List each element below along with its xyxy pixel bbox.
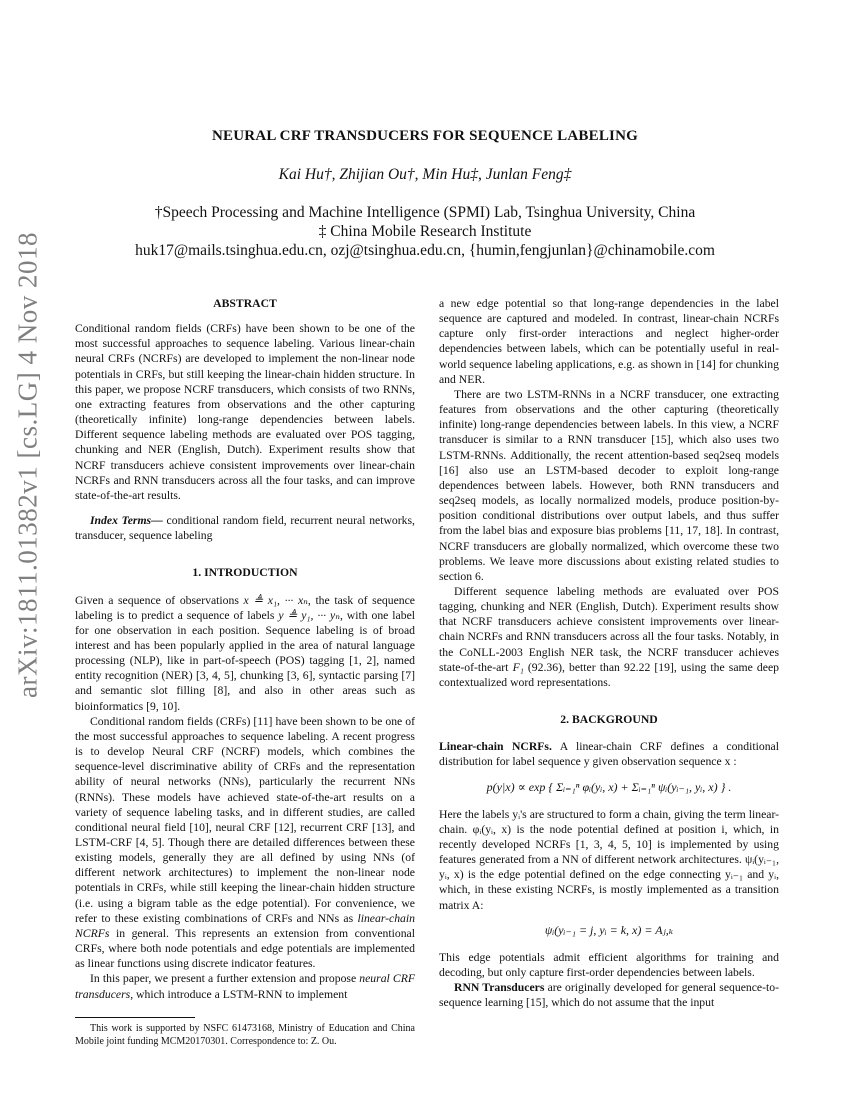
- intro-heading: 1. INTRODUCTION: [192, 566, 298, 580]
- background-paragraph-3: This edge potentials admit efficient algorithms for training and decoding, but only capture first-order dependencies between labels.: [439, 950, 779, 980]
- background-paragraph-1: Linear-chain NCRFs. A linear-chain CRF defines a conditional distribution for label sequence y given observation sequence x :: [439, 740, 779, 769]
- equation-transition: ψᵢ(yᵢ₋₁ = j, yᵢ = k, x) = Aⱼ,ₖ: [544, 922, 674, 937]
- left-column: [75, 296, 415, 1002]
- math-f1: F₁: [512, 660, 524, 674]
- math-observations: x ≜ x₁, ··· xₙ: [243, 593, 308, 607]
- affiliation-spmi: †Speech Processing and Machine Intelligence (SPMI) Lab, Tsinghua University, China: [154, 204, 696, 221]
- paper-title: NEURAL CRF TRANSDUCERS FOR SEQUENCE LABELING: [212, 128, 638, 144]
- index-terms: [75, 513, 415, 543]
- author-emails: huk17@mails.tsinghua.edu.cn, ozj@tsinghua.edu.cn, {humin,fengjunlan}@chinamobile.com: [135, 242, 715, 259]
- intro-paragraph-3: In this paper, we present a further extension and propose neural CRF transducers, which introduce a LSTM-RNN to implement: [75, 972, 415, 1001]
- intro-paragraph-2: Conditional random fields (CRFs) [11] have been shown to be one of the most successful approaches to sequence labeling. A recent progress is to develop Neural CRF (NCRF) models, which combines the sequence-level discriminative ability of CRFs and the representation ability of neural networks (NNs), particularly the recurrent NNs (RNNs). These models have achieved state-of-the-art results on a variety of sequence labeling tasks, and in different studies, are called conditional neural field [10], neural CRF [12], recurrent CRF [13], and LSTM-CRF [4, 5]. Though there are detailed differences between these existing models, generally they are all defined by using NNs (of different network architectures) to implement the non-linear node potentials in CRFs, while still keeping the linear-chain hidden structure (i.e. using a bigram table as the edge potential). For convenience, we refer to these existing combinations of CRFs and NNs as linear-chain NCRFs in general. This represents an extension from conventional CRFs, where both node potentials and edge potentials are implemented as linear functions using discrete indicator features.: [75, 714, 415, 971]
- intro-paragraph-1: Given a sequence of observations x ≜ x₁, ··· xₙ, the task of sequence labeling is to predict a sequence of labels y ≜ y₁, ··· yₙ, with one label for one observation in each position. Sequence labeling is of broad interest and has been popularly applied in the area of natural language processing (NLP), like in part-of-speech (POS) tagging [1, 2], named entity recognition (NER) [3, 4, 5], chunking [3, 6], syntactic parsing [7] and semantic slot filling [8], and also in other areas such as bioinformatics [9, 10].: [75, 593, 415, 713]
- index-terms-label: Index Terms—: [90, 514, 163, 528]
- right-column: [439, 296, 779, 1011]
- footnote-rule: [75, 1017, 195, 1018]
- index-terms-text: conditional random field, recurrent neural networks, transducer, sequence labeling: [75, 514, 415, 543]
- rnn-transducer-paragraph: RNN Transducers are originally developed for general sequence-to-sequence learning [15], which do not assume that the input: [439, 981, 779, 1010]
- math-labels: y ≜ y₁, ··· yₙ: [278, 608, 340, 622]
- abstract-heading: ABSTRACT: [213, 297, 277, 310]
- right-paragraph-2: There are two LSTM-RNNs in a NCRF transducer, one extracting features from observations and the other capturing (theoretically infinite) long-range dependencies between labels. In this view, a NCRF transducer is similar to a RNN transducer [15], which also uses two LSTM-RNNs. Additionally, the recent attention-based seq2seq models [16] also use an LSTM-based decoder to exploit long-range dependences between labels. However, both RNN transducers and seq2seq models, as locally normalized models, produce position-by-position conditional distributions over output labels, and thus suffer from the label bias and exposure bias problems [11, 17, 18]. In contrast, NCRF transducers are globally normalized, which overcome these two problems. We leave more discussions about existing related studies to section 6.: [439, 387, 779, 583]
- arxiv-identifier: arXiv:1811.01382v1 [cs.LG] 4 Nov 2018: [12, 232, 43, 698]
- linear-chain-lead: Linear-chain NCRFs.: [439, 740, 552, 754]
- author-list: Kai Hu†, Zhijian Ou†, Min Hu‡, Junlan Feng‡: [278, 166, 572, 183]
- affiliation-cmri: ‡ China Mobile Research Institute: [318, 223, 532, 240]
- right-paragraph-3: Different sequence labeling methods are evaluated over POS tagging, chunking and NER (English, Dutch). Experiment results show that NCRF transducers achieve consistent improvements over linear-chain NCRFs and RNN transducers across all the four tasks. Notably, in the CoNLL-2003 English NER task, the NCRF transducer achieves state-of-the-art F₁ (92.36), better than 92.22 [19], using the same deep contextualized word representations.: [439, 584, 779, 689]
- background-paragraph-2: Here the labels yᵢ's are structured to form a chain, giving the term linear-chain. φᵢ(yᵢ, x) is the node potential defined at position i, which, in recently developed NCRFs [1, 3, 4, 5, 10] is implemented by using features generated from a NN of different network architectures. ψᵢ(yᵢ₋₁, yᵢ, x) is the edge potential defined on the edge connecting yᵢ₋₁ and yᵢ, which, in these existing NCRFs, is mostly implemented as a transition matrix A:: [439, 807, 779, 912]
- background-heading: 2. BACKGROUND: [560, 713, 658, 727]
- equation-crf: p(y|x) ∝ exp { Σᵢ₌₁ⁿ φᵢ(yᵢ, x) + Σᵢ₌₁ⁿ ψᵢ(yᵢ₋₁, yᵢ, x) } .: [486, 779, 732, 794]
- rnn-transducer-lead: RNN Transducers: [454, 981, 545, 995]
- footnote: [75, 1022, 415, 1048]
- abstract-body: Conditional random fields (CRFs) have been shown to be one of the most successful approaches to sequence labeling. Various linear-chain neural CRFs (NCRFs) are developed to implement the non-linear node potentials in CRFs, but still keeping the linear-chain hidden structure. In this paper, we propose NCRF transducers, which consists of two RNNs, one extracting features from observations and the other capturing (theoretically infinite) long-range dependencies between labels. Different sequence labeling methods are evaluated over POS tagging, chunking and NER (English, Dutch). Experiment results show that NCRF transducers achieve consistent improvements over linear-chain NCRFs and RNN transducers across all the four tasks, and can improve state-of-the-art results.: [75, 322, 415, 502]
- footnote-text: This work is supported by NSFC 61473168, Ministry of Education and China Mobile joint funding MCM20170301. Correspondence to: Z. Ou.: [75, 1023, 415, 1047]
- arxiv-sidebar: [4, 232, 52, 698]
- right-paragraph-1: a new edge potential so that long-range dependencies in the label sequence are captured and modeled. In contrast, linear-chain NCRFs capture only first-order interactions and neglect higher-order dependencies between labels, which can be potentially useful in real-world sequence labeling applications, e.g. as shown in [14] for chunking and NER.: [439, 297, 779, 386]
